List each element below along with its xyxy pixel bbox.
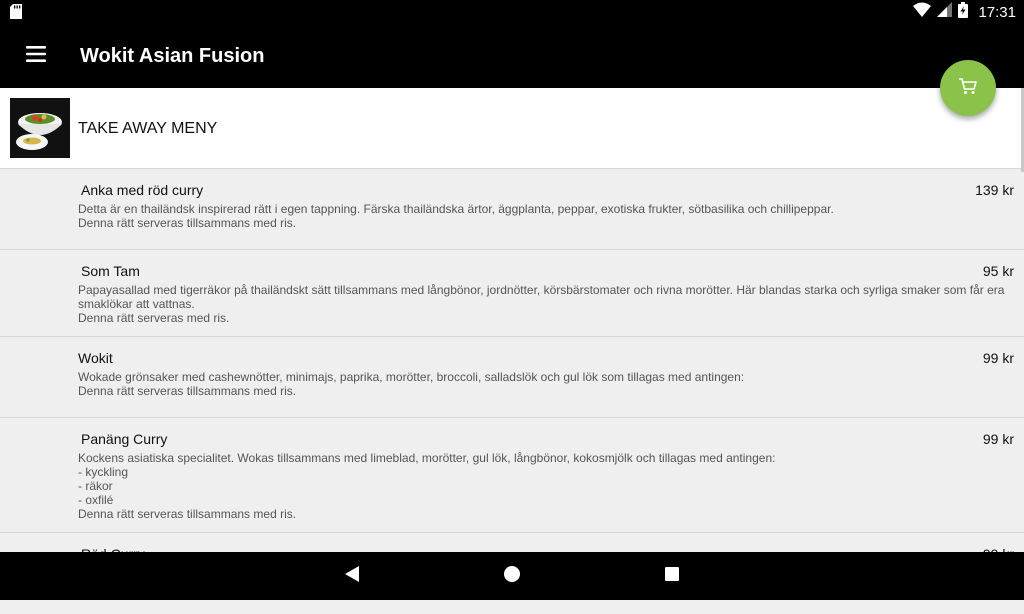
menu-button[interactable] (14, 34, 58, 78)
menu-header (0, 88, 1024, 169)
home-button[interactable] (492, 556, 532, 596)
hamburger-menu-icon (26, 46, 46, 67)
menu-item-price: 95 kr (982, 263, 1014, 279)
restaurant-logo (10, 98, 70, 158)
battery-charging-icon (958, 2, 968, 23)
menu-item-name: Wokit (78, 350, 113, 366)
menu-item-description: Kockens asiatiska specialitet. Wokas tillsammans med limeblad, morötter, gul lök, långbönor, kokosmjölk och tillagas med antingen: - kyckling - räkor - oxfilé Denna rätt serveras tillsammans med ris. (78, 451, 776, 521)
menu-item[interactable] (0, 169, 1024, 250)
app-title: Wokit Asian Fusion (80, 45, 265, 67)
menu-title: TAKE AWAY MENY (78, 120, 218, 137)
menu-item-description: Papayasallad med tigerräkor på thailändskt sätt tillsammans med långbönor, jordnötter, körsbärstomater och rivna morötter. Här blandas starka och syrliga smaker som får era smaklökar att vattnas. Denna rätt serveras med ris. (78, 283, 1005, 325)
status-time: 17:31 (978, 3, 1016, 21)
menu-item-name: Anka med röd curry (81, 182, 204, 198)
menu-content[interactable] (0, 88, 1024, 552)
sd-card-icon (10, 4, 22, 24)
back-button[interactable] (332, 556, 372, 596)
menu-item-description: Wokade grönsaker med cashewnötter, minimajs, paprika, morötter, broccoli, salladslök och gul lök som tillagas med antingen: Denna rätt serveras tillsammans med ris. (78, 370, 745, 398)
menu-item[interactable] (0, 418, 1024, 533)
wifi-icon (913, 2, 931, 22)
home-icon (503, 565, 521, 588)
menu-item-price: 99 kr (982, 431, 1014, 447)
recents-button[interactable] (652, 556, 692, 596)
app-bar (0, 24, 1024, 88)
menu-item[interactable] (0, 337, 1024, 418)
status-bar (0, 0, 1024, 24)
menu-item-name: Som Tam (81, 263, 140, 279)
cart-icon (958, 77, 978, 100)
navigation-bar (0, 552, 1024, 600)
cart-button[interactable] (940, 60, 996, 116)
menu-item-name: Panäng Curry (81, 431, 168, 447)
back-icon (344, 565, 360, 588)
menu-item-price: 99 kr (982, 350, 1014, 366)
menu-item-description: Detta är en thailändsk inspirerad rätt i egen tappning. Färska thailändska ärtor, äggplanta, peppar, exotiska frukter, sötbasilika och chillipeppar. Denna rätt serveras tillsammans med ris. (78, 202, 834, 230)
menu-item[interactable] (0, 250, 1024, 337)
recents-icon (664, 566, 680, 587)
menu-item-price: 139 kr (975, 182, 1014, 198)
signal-icon (937, 2, 952, 22)
